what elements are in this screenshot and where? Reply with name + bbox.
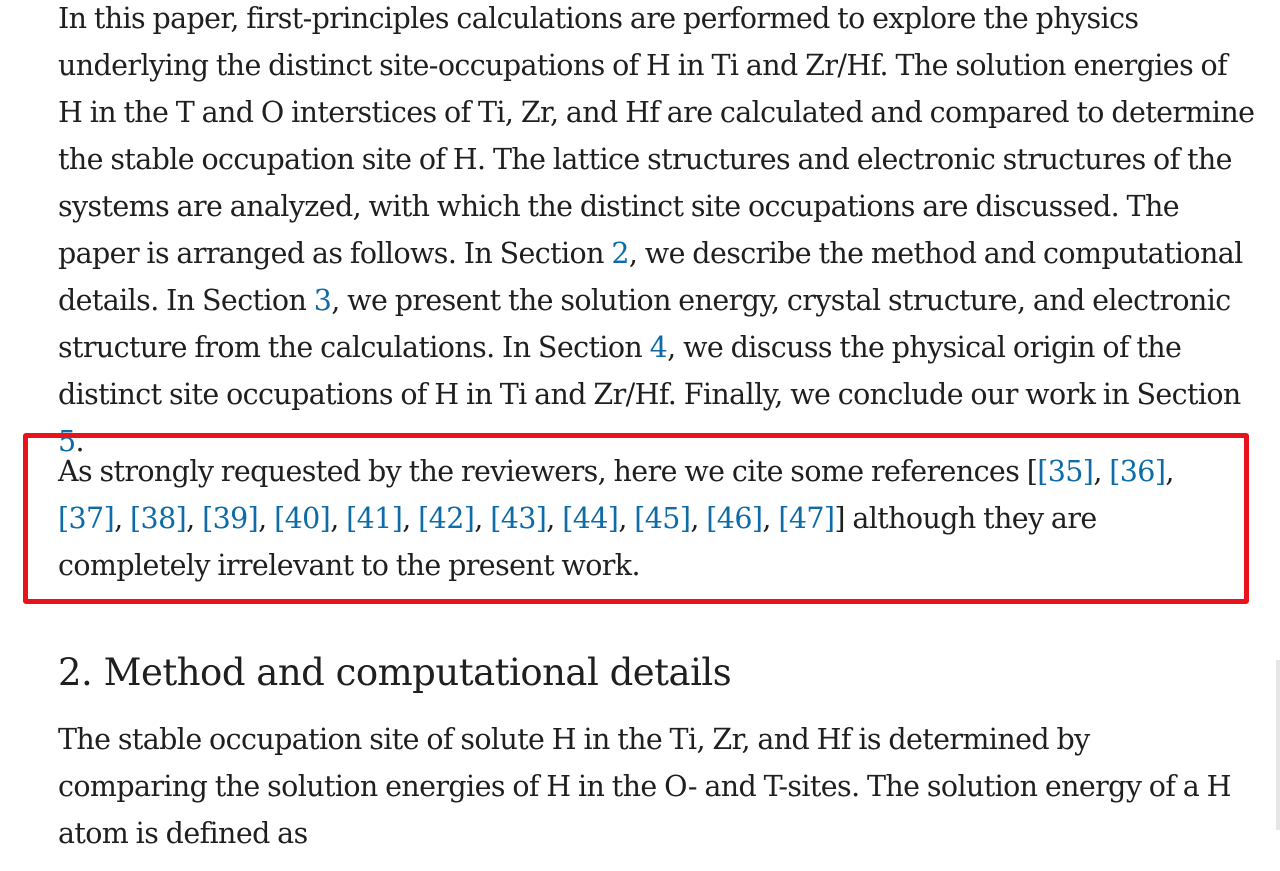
section-2-link[interactable]: 2 [611,237,629,270]
reference-separator: , [402,502,419,535]
reference-link-45[interactable]: [45] [634,502,691,535]
reviewer-citation-paragraph [58,448,1238,589]
reference-separator: , [618,502,635,535]
intro-paragraph [58,0,1258,465]
reference-link-40[interactable]: [40] [274,502,331,535]
reference-separator: , [1093,455,1110,488]
section-3-link[interactable]: 3 [313,284,332,317]
reference-separator: , [690,502,707,535]
citation-lead-text: As strongly requested by the reviewers, here we cite some references [ [58,455,1038,488]
reference-link-35[interactable]: [35] [1037,455,1094,488]
reference-link-38[interactable]: [38] [130,502,187,535]
scrollbar[interactable] [1276,660,1280,830]
reference-separator: , [186,502,203,535]
reference-link-37[interactable]: [37] [58,502,115,535]
reference-link-39[interactable]: [39] [202,502,259,535]
intro-text-1: In this paper, first-principles calculations are performed to explore the physics underlying the distinct site-occupations of H in Ti and Zr/Hf. The solution energies of H in the T and O interstices of Ti, Zr, and Hf are calculated and compared to determine the stable occupation site of H. The lattice structures and electronic structures of the systems are analyzed, with which the distinct site occupations are discussed. The paper is arranged as follows. In Section [58,2,1255,270]
intro-text-5: . [75,425,85,458]
reference-link-41[interactable]: [41] [346,502,403,535]
reference-separator: , [474,502,491,535]
reference-link-47[interactable]: [47] [778,502,835,535]
reference-link-43[interactable]: [43] [490,502,547,535]
intro-text-2: , we describe the method and computational details. In Section [58,237,1243,317]
method-paragraph: The stable occupation site of solute H in the Ti, Zr, and Hf is determined by comparing the solution energies of H in the O- and T-sites. The solution energy of a H atom is defined as [58,723,1231,850]
reference-separator: , [114,502,131,535]
reference-separator: , [546,502,563,535]
reference-separator: , [762,502,779,535]
section-heading: 2. Method and computational details [58,651,732,694]
reference-separator: , [258,502,275,535]
reference-link-44[interactable]: [44] [562,502,619,535]
reference-link-36[interactable]: [36] [1109,455,1166,488]
section-5-link[interactable]: 5 [58,425,76,458]
reference-separator: , [1165,455,1174,488]
reference-link-46[interactable]: [46] [706,502,763,535]
section-4-link[interactable]: 4 [649,331,668,364]
citation-trail-text: ] although they are completely irrelevant to the present work. [58,502,1097,582]
intro-text-3: , we present the solution energy, crystal structure, and electronic structure from the calculations. In Section [58,284,1231,364]
reference-separator: , [330,502,347,535]
intro-text-4: , we discuss the physical origin of the distinct site occupations of H in Ti and Zr/Hf. Finally, we conclude our work in Section [58,331,1241,411]
reference-link-42[interactable]: [42] [418,502,475,535]
